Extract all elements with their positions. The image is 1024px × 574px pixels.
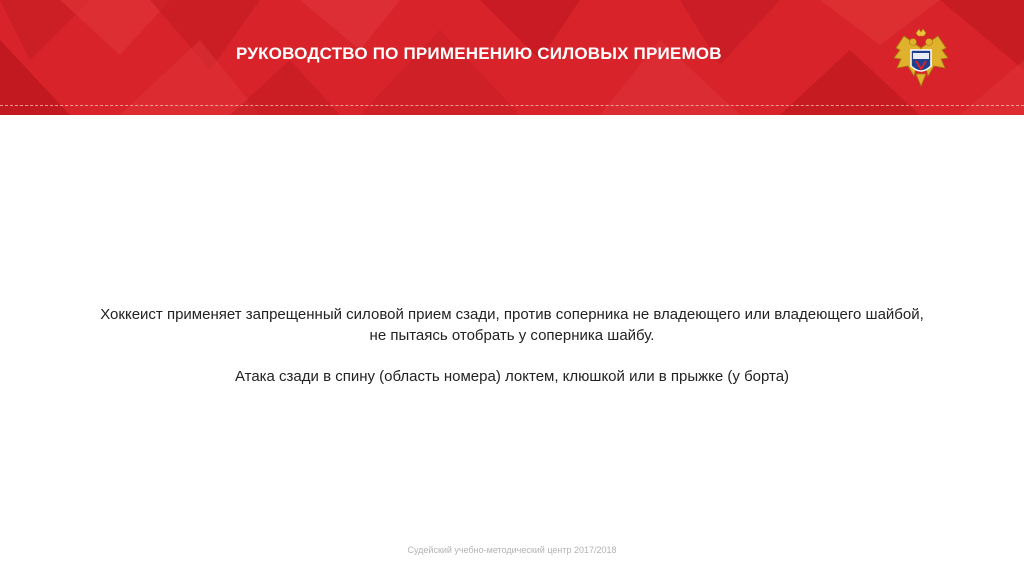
header-banner — [0, 0, 1024, 115]
rule-description-line-1: Хоккеист применяет запрещенный силовой прием сзади, против соперника не владеющего или владеющего шайбой, — [100, 306, 924, 323]
footer-text: Судейский учебно-методический центр 2017/2018 — [407, 545, 617, 555]
rule-description — [0, 304, 1024, 387]
double-headed-eagle-icon — [886, 26, 956, 96]
page-title: РУКОВОДСТВО ПО ПРИМЕНЕНИЮ СИЛОВЫХ ПРИЕМОВ — [236, 44, 722, 63]
header-dashed-divider — [0, 105, 1024, 106]
rule-description-line-2: не пытаясь отобрать у соперника шайбу. — [369, 327, 655, 344]
rule-example: Атака сзади в спину (область номера) локтем, клюшкой или в прыжке (у борта) — [234, 368, 790, 385]
